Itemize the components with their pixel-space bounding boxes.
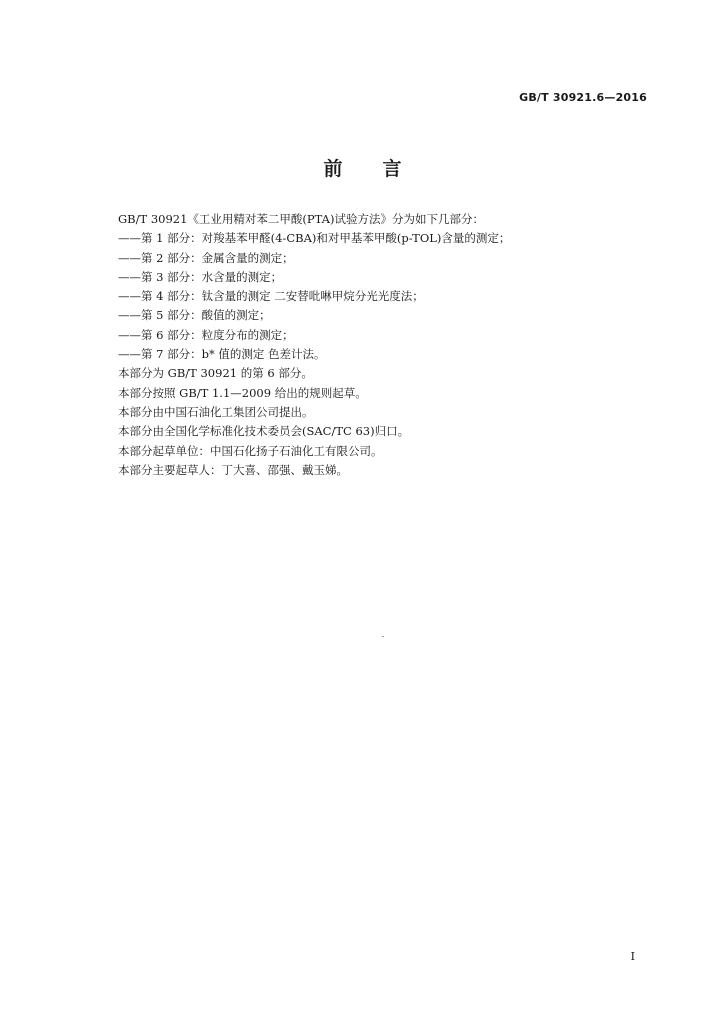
body-line-part-7: ——第 7 部分：b* 值的测定 色差计法。 xyxy=(118,347,326,362)
body-line-part-5: ——第 5 部分：酸值的测定； xyxy=(118,308,271,323)
foreword-body xyxy=(118,210,658,480)
body-line-part-6: ——第 6 部分：粒度分布的测定； xyxy=(118,327,294,342)
page-number: I xyxy=(630,950,635,963)
body-line-part-3: ——第 3 部分：水含量的测定； xyxy=(118,269,283,284)
title-char-1: 前 xyxy=(323,158,343,180)
standard-number: GB/T 30921.6—2016 xyxy=(519,91,647,104)
title-char-2: 言 xyxy=(382,158,402,180)
body-line-part-1: ——第 1 部分：对羧基苯甲醛(4-CBA)和对甲基苯甲酸(p-TOL)含量的测定； xyxy=(118,231,511,246)
page-title xyxy=(0,154,725,181)
body-line-part-4: ——第 4 部分：钛含量的测定 二安替吡啉甲烷分光光度法； xyxy=(118,289,424,304)
body-line-drafters: 本部分主要起草人：丁大喜、邵强、戴玉娣。 xyxy=(118,462,348,477)
body-line-part-2: ——第 2 部分：金属含量的测定； xyxy=(118,250,294,265)
body-line-this-part: 本部分为 GB/T 30921 的第 6 部分。 xyxy=(118,366,313,381)
body-line-proposer: 本部分由中国石油化工集团公司提出。 xyxy=(118,404,314,419)
body-line-intro: GB/T 30921《工业用精对苯二甲酸(PTA)试验方法》分为如下几部分： xyxy=(118,212,484,226)
body-line-committee: 本部分由全国化学标准化技术委员会(SAC/TC 63)归口。 xyxy=(118,424,410,439)
body-line-drafting-rules: 本部分按照 GB/T 1.1—2009 给出的规则起草。 xyxy=(118,385,367,400)
body-line-drafting-unit: 本部分起草单位：中国石化扬子石油化工有限公司。 xyxy=(118,443,383,458)
scan-mark xyxy=(382,636,384,637)
